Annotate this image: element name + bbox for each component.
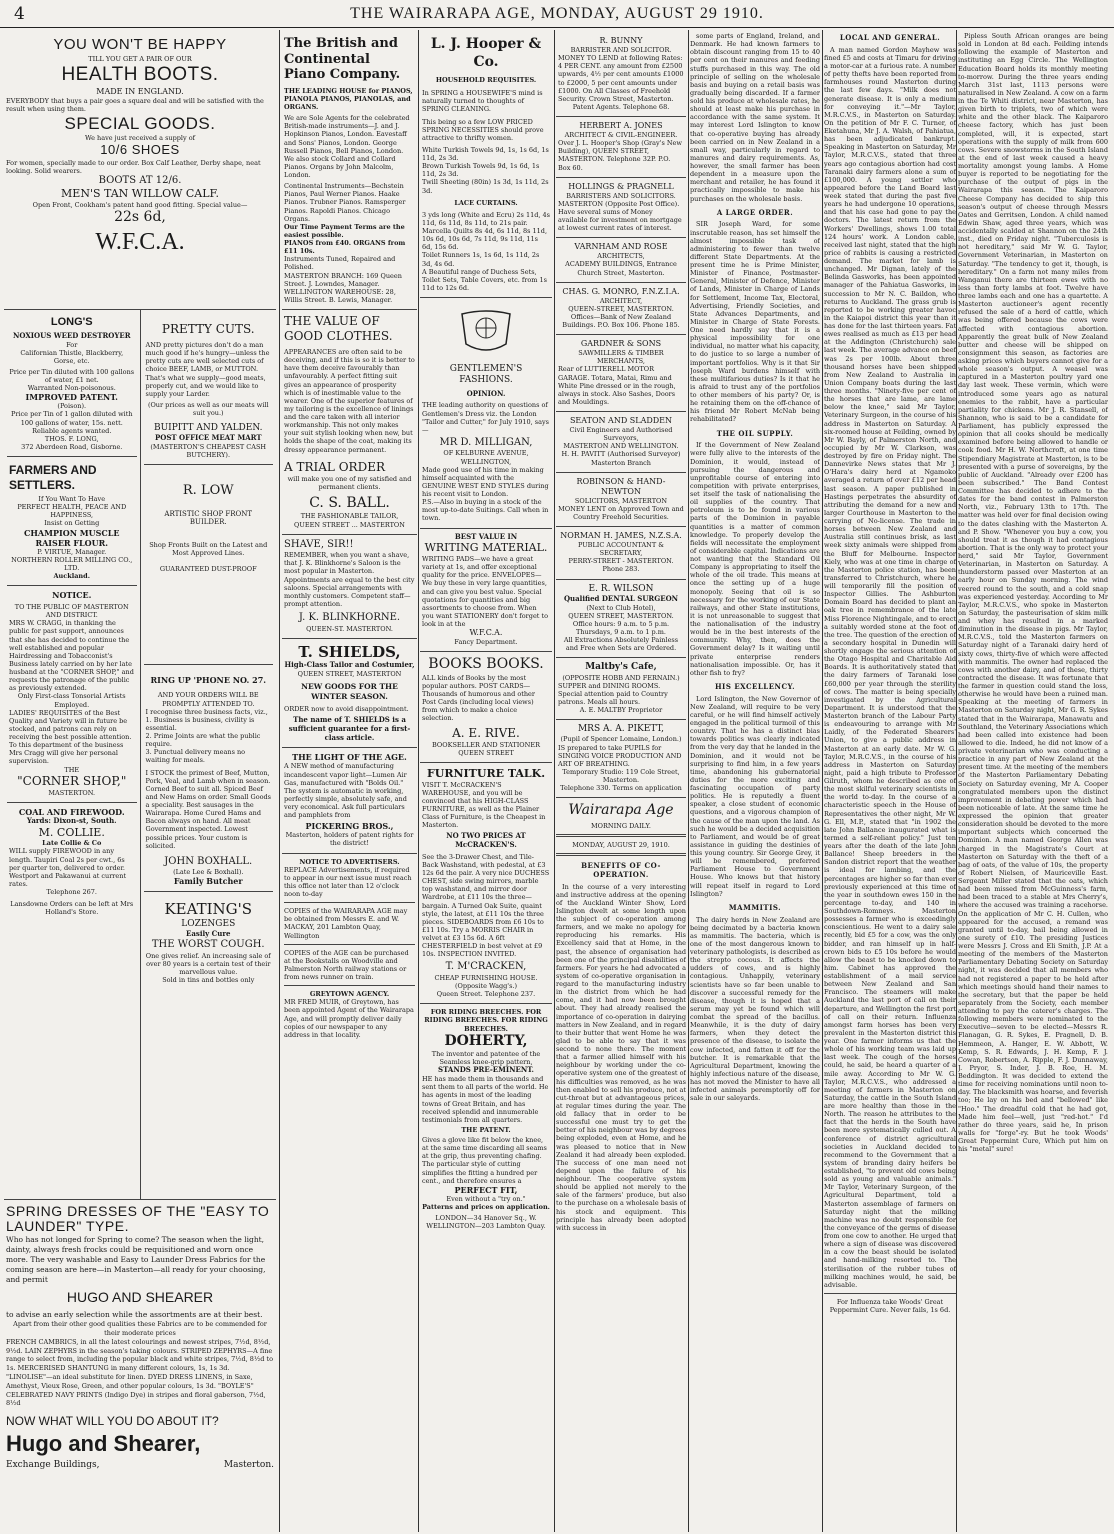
column-divider <box>956 30 957 1532</box>
ad-text: The inventor and patentee of the Seamless knee-grip pattern, <box>431 1050 541 1067</box>
masthead <box>0 0 1114 28</box>
ad-subtitle: FOR RIDING BREECHES. FOR RIDING BREECHES. FOR RIDING BREECHES. <box>424 1008 548 1033</box>
ad-body: COPIES of the AGE can be purchased at the Bookstalls on Woodville and Palmerston North railway stations or from news runner on train. <box>284 948 409 982</box>
gardner-card <box>556 335 686 412</box>
ad-store-name: T. M'CRACKEN, <box>445 961 527 973</box>
ad-text: will make you one of my satisfied and permanent clients. <box>287 474 412 491</box>
ad-text: Open Front, Cookham's patent hand good fitting. Special value— <box>32 201 248 209</box>
card-text: BARRISTER AND SOLICITOR. <box>570 46 672 54</box>
card-text: Patent Agents. Telephone 68. <box>572 102 670 111</box>
shave-ad <box>282 535 417 639</box>
card-body: SUPPER and DINING ROOMS. Special attention paid to Country patrons. Meals all hours. <box>558 681 668 706</box>
newspaper-nameplate: Wairarapa Age <box>568 802 674 819</box>
ad-subtitle: PERFECT FIT, <box>454 1184 518 1195</box>
ad-text: THE <box>64 765 80 774</box>
ad-headline: PRETTY CUTS. <box>161 322 255 336</box>
ad-body: Who has not longed for Spring to come? The season when the light, dainty, always fresh frocks could be requisitioned and worn once more. The very washable and Easy to Launder Dress Fabrics for the coming season are here—in Masterton—all ready for your choosing, and permit <box>6 1234 266 1285</box>
ad-text: (Late Lee & Boxhall). <box>173 868 244 877</box>
ad-text: If You Want To Have <box>38 495 106 503</box>
ad-item-list: FRENCH CAMBRICS, in all the latest colourings and newest stripes, 7½d, 8½d, 9½d. LAIN ZEPHYRS in the season's taking colours. STRIPED ZEPHYRS—A fine range to select from, including the popular black and white stripes, 7½d, 8½d to 1s. MERCERISED SHANTUNG in many different colours, 1s, 1s 3d. "LINOLISE"—an ideal substitute for linen. DYED DRESS LINENS, in Saxe, Amethyst, Vieux Rose, Green, and other popular colours, 1s 3d. "BOYLE'S" CELEBRATED NAVY PRINTS (Indigo Dye) in stripes and floral gaberson, 7½d, 8½d <box>6 1337 273 1408</box>
norman-card <box>556 527 686 580</box>
ad-subtitle: POST OFFICE MEAT MART <box>154 433 262 443</box>
ad-subtitle: STANDS PRE-EMINENT. <box>438 1065 534 1075</box>
ad-store-name: L. J. Hooper & Co. <box>430 36 542 70</box>
ad-text: Price per Tin diluted with 100 gallons of water, £1 net. <box>9 367 135 384</box>
robinson-card <box>556 473 686 527</box>
ad-text: MASTERTON BRANCH: 169 Queen Street. J. Lowndes, Manager. <box>284 271 402 288</box>
ad-headline: NOTICE TO ADVERTISERS. <box>299 857 400 866</box>
ad-body: We are Sole Agents for the celebrated British-made instruments—J. and J. Hopkinson Pianos, London. Eavestaff and Sons' Pianos, London. George Russell Pianos, Bell Pianos, London. We also stock Collard and Collard Pianos. Organs by John Malcolm, London. <box>284 114 410 180</box>
ad-text: Price per Tin of 1 gallon diluted with 100 gallons of water, 15s. nett. Reliable agents wanted. <box>10 410 133 435</box>
ad-body: ORDER now to avoid disappointment. <box>284 705 409 714</box>
ad-text: WELLINGTON WAREHOUSE: 28, Willis Street. B. Lewis, Manager. <box>284 287 396 304</box>
books-ad <box>420 652 552 763</box>
ad-subtitle: ARTISTIC SHOP FRONT BUILDER. <box>164 509 253 527</box>
ad-text: PERFECT HEALTH, PEACE AND HAPPINESS, <box>17 503 127 520</box>
ad-text: THOS. F. LONG, <box>44 434 99 443</box>
seaton-card <box>556 412 686 473</box>
shields-ad <box>282 639 417 749</box>
nameplate-subtitle: MORNING DAILY. <box>591 821 651 830</box>
card-text: PERRY-STREET - MASTERTON. <box>568 557 674 566</box>
article-body: SIR Joseph Ward, for some inscrutable reason, has set himself the almost impossible task of administering to fewer than twelve different State Departments. At the present time he is Prime Minister, Minister of Finance, Postmaster-General, Minister of Defence, Minister of Lands, Minister in Charge of Lands for Settlement, Income Tax, Electoral, Advertising, Friendly Societies, and State Advances Departments, and Minister in Charge of State Forests. One need hardly say that it is a physical impossibility for one individual, no matter what his capacity, to do justice to so large a number of important portfolios. Why is it that Sir Joseph Ward burdens himself with these multifarious duties? Is it that he is afraid to trust any of the portfolios to other members of his party? Or, is he retaining them on the off-chance of his friend Mr Robert McNab being rehabilitated? <box>690 220 820 424</box>
column-4 <box>556 32 686 1528</box>
ad-text: AND YOUR ORDERS WILL BE PROMPTLY ATTENDED TO. <box>157 691 259 708</box>
ad-text: Telephone 267. <box>46 888 97 896</box>
card-text: Office hours: 9 a.m. to 5 p.m. Thursdays, 9 a.m. to 1 p.m. <box>572 619 670 636</box>
monro-card <box>556 283 686 336</box>
ad-body: VISIT T. McCRACKEN'S WAREHOUSE, and you will be convinced that his HIGH-CLASS FURNITURE, as well as the Plainer Class of Furniture, is the Cheapest in Masterton. <box>422 780 546 830</box>
notices-block <box>282 854 417 1044</box>
ad-body: I recognise three business facts, viz., 1. Business is business, civility is essential. <box>145 707 268 732</box>
ad-headline: FARMERS AND SETTLERS. <box>9 463 97 492</box>
ad-text: Yards: Dixon-st, South. <box>26 815 117 825</box>
wilson-card <box>556 580 686 659</box>
ad-text: For <box>66 340 78 349</box>
ad-item: Toilet Runners 1s, 1s 6d, 1s 11d, 2s 3d, 4s 6d. <box>422 251 540 268</box>
ad-subtitle: THE LEADING HOUSE for PIANOS, PIANOLA PIANOS, PIANOLAS, and ORGANS. <box>284 86 413 112</box>
subcolumn-left <box>4 310 140 1199</box>
card-text: ARCHITECT & CIVIL-ENGINEER. <box>564 131 678 139</box>
ad-store-name: C. S. BALL. <box>309 494 390 511</box>
ad-body: For women, specially made to our order. Box Calf Leather, Derby shape, neat looking. Solid wearers. <box>6 158 261 175</box>
card-name: SEATON AND SLADDEN <box>569 416 673 425</box>
ad-text: GUARANTEED DUST-PROOF <box>159 565 257 574</box>
article-heading: HIS EXCELLENCY. <box>714 681 796 691</box>
card-text: H. H. PAVITT (Authorised Surveyor) Masterton Branch <box>561 450 681 467</box>
ad-headline: A TRIAL ORDER <box>284 459 385 474</box>
card-text: ARCHITECT, <box>599 296 643 305</box>
bunny-card <box>556 32 686 117</box>
ad-body: WILL supply FIREWOOD in any length. Taupiri Coal 2s per cwt., 6s per quarter ton, delivered to order. Westport and Pakawanui at current rates. <box>9 847 127 888</box>
ad-subtitle: NO TWO PRICES AT McCRACKEN'S. <box>446 831 526 849</box>
ad-text: LONDON—34 Hanover Sq., W. WELLINGTON—203 Lambton Quay. <box>426 1214 546 1231</box>
ad-price: 22s 6d, <box>114 209 166 226</box>
ad-text: THE FASHIONABLE TAILOR, <box>300 512 399 521</box>
ad-body: MRS W. CRAGG, in thanking the public for past support, announces that she has decided to continue the well established and popular Hairdressing and Tobacconist's Business lately carried on by her late husband at the "CORNER SHOP," and requests the patronage of the public as previously extended. <box>9 619 134 693</box>
ad-subtitle: CHAMPION MUSCLE RAISER FLOUR. <box>23 527 120 548</box>
column-6 <box>824 32 956 1528</box>
pikett-card <box>556 720 686 798</box>
column-1 <box>4 32 276 1528</box>
ad-text: NORTHERN ROLLER MILLING CO., LTD. <box>11 555 133 572</box>
pretty-cuts-ad <box>144 310 274 465</box>
card-name: VARNHAM AND ROSE <box>574 242 668 252</box>
ad-body: REMEMBER, when you want a shave, that J. K. Blinkhorne's Saloon is the most popular in Masterton. Appointments are equal to the best city saloons. Special arrangements with monthly customers. Competent staff—prompt attention. <box>284 551 415 608</box>
card-name: E. R. WILSON <box>588 583 654 594</box>
ad-body: REPLACE Advertisements, if required to appear in our next issue must reach this office not later than 12 o'clock noon to-day <box>284 865 412 899</box>
ad-text: (Poison). <box>57 402 87 411</box>
ad-subtitle: High-Class Tailor and Costumier, <box>284 660 415 670</box>
ad-headline: MEN'S TAN WILLOW CALF. <box>61 187 219 201</box>
ad-subtitle: LOZENGES <box>181 919 236 930</box>
ad-headline: THE LIGHT OF THE AGE. <box>292 752 407 763</box>
card-body: MASTERTON (Opposite Post Office). Have several sums of Money available for investment on mortgage at lowest current rates of interest. <box>558 199 682 233</box>
ad-item: Twill Sheeting (80in) 1s 3d, 1s 11d, 2s 3d. <box>422 178 549 195</box>
ad-text: 372 Aberdeen Road, Gisborne. <box>21 442 123 451</box>
ad-text: BOOKSELLER AND STATIONER <box>432 740 540 749</box>
ad-subtitle: Family Butcher <box>173 876 243 887</box>
card-text: PUBLIC ACCOUNTANT & SECRETARY, <box>577 541 665 558</box>
longs-ad <box>7 310 137 457</box>
ad-subtitle: NEW GOODS FOR THE WINTER SEASON. <box>301 682 398 701</box>
ad-store-name: MR D. MILLIGAN, <box>439 436 533 448</box>
ad-headline: COAL AND FIREWOOD. <box>18 806 125 817</box>
ad-subtitle: HOUSEHOLD REQUISITES. <box>435 76 537 84</box>
card-text: Civil Engineers and Authorised Surveyors, <box>569 426 673 443</box>
ad-item: White Turkish Towels 9d, 1s, 1s 6d, 1s 11d, 2s 3d. <box>422 145 549 162</box>
article-body: some parts of England, Ireland, and Denmark. He had known farmers to obtain discount ranging from 15 to 40 per cent on their manures and feeding stuffs purchased in this way. The old principle of selling on the wholesale basis and buying on a retail basis was gradually being discarded. If a farmer sold his produce at wholesale rates, he should at least make his purchase in accordance with the same system. It may interest Lord Islington to know that co-operative buying has already been carried on in New Zealand in a small way, particularly in regard to manures and dairy requirements. As, however, the small farmer has been dependent in a measure upon the merchant and retailer, he has found it practically impossible to make his purchases on the wholesale basis. <box>690 32 820 203</box>
ad-subtitle: THE PATENT. <box>461 1125 511 1134</box>
ad-subtitle: OPINION. <box>466 388 506 398</box>
ad-headline: NOW WHAT WILL YOU DO ABOUT IT? <box>6 1414 219 1429</box>
news-items: A man named Gordon Mayhew was fined £5 and costs at Timaru for driving a motor-car at a furious rate. A number of petty thefts have been reported from farmhouses round Masterton during the last few days. "Milk does not generate disease. It is only a medium for conveying it."—Mr Taylor, M.R.C.V.S., in Masterton on Saturday. On the petition of Mr F. C. Turner, of Eketahuna, Mr J. A. Walsh, of Pahiatua, has been adjudicated bankrupt. Speaking in Masterton on Saturday, Mr Taylor, M.R.C.V.S., stated that three years ago contagious abortion had cost Taranaki dairy farmers alone a sum of £100,000. A young settler who appeared before the Land Board last week stated that during the past five years he had undergone 10 operations, and that his case had gone to pay the doctors. The latest return from the Workers' Dwellings, shows 1.00 total 124 hours' work. A London cable, received last night, stated that the high price of rabbits is causing a restricted demand. The market for lamb is unchanged. Mr Dignan, lately of the Belinda Gasworks, has been appointed manager of the Pahiatua Gasworks, in succession to Mr N. C. Baildon, who returns to Auckland. The grass grub is reported to be working greater havoc in the Kaiapoi district this year than it has done for the last thirteen years. Fat ewes realised as much as £13 per head at the Addington (Christchurch) sale last week. The average advance on beef was 2s per 100lb. About three thousand horses have been shipped from New Zealand to Australia in Union Company boats during the last three months. "Ninety-five per cent of the horses that are lame, are lame below the knee," said Mr Taylor, Veterinary Surgeon, in the course of his address in Masterton on Saturday. A six-roomed house at Feilding, owned by Mr W. Bayly, of Palmerston North, and occupied by Mr W. Clarkson, was destroyed by fire on Friday night. The Dannevirke News states that Mr J. O'Hara's dairy herd at Ngamoko averaged a return of over £12 per head last season. A paper published in Hastings perpetrates the absurdity of attributing the demand for a new and larger Courthouse in Masterton to the carrying of No-license. The trade in horses between New Zealand and Australia still continues brisk, as last week sixty animals were shipped from the Bluff for Melbourne. Inspector Kiely, who was at one time in charge of the Masterton police station, has been transferred to Christchurch, where he will temporarily fill the position of Inspector Gillies. The Ashburton Domain Board has decided to plant an oak tree in remembrance of the late Miss Florence Nightingale, and to erect a suitably worded stone at the foot of the tree. The question of the erection of a secondary hospital in Dunedin will shortly engage the serious attention of the Otago Hospital and Charitable Aid Boards. It is authoritatively stated that the dairy farmers of Taranaki lose £60,000 per year through the sterility of cows. The matter is being specially investigated by the Agricultural Department. It is understood that the Masterton branch of the Labour Party is endeavouring to arrange with Mr Laidly, of the Federated Shearers' Union, to give a public address in Masterton at an early date. Mr W. G. Taylor, M.R.C.V.S., in the course of his address in Masterton on Saturday night, paid a high tribute to Professor Gilruth, whom he described as one of the most skilful veterinary scientists in the world to-day. In the course of a characteristic speech in the House of Representatives the other night, Mr W. G. Ell, M.P., stated that "in 1902 the late John Ballance inaugurated what is termed a self-reliant policy." Just ten years after the death of the late John Ballance! Sheep breeders in the Sandon district report that the weather is ideal for lambing, and the percentages are higher so far than ever previously experienced at this time of the year in southdown ewes 150 in the percentage to-day, and 140 in Southdown-Romneys. Masterton possesses a farmer who is exceedingly conscientious. He went to a dairy sale recently, bid £5 for a cow, was the only bidder, and ran himself up in half-crown bids to £5 10s before he would allow the beast to be knocked down to him. Cabinet has approved the establishment of a mail service between New Zealand and San Francisco. The steamers will make Auckland the last port of call on their departure, and Wellington the first port of call on their return. Influenza amongst farm horses has been very prevalent in the Masterton district this year. One farmer informs us that the whole of his working team was laid up last week. The cough of the horses could, he said, be heard a quarter of a mile away. According to Mr W. G. Taylor, M.R.C.V.S., who addressed a meeting of farmers in Masterton on Saturday, the cattle in the South Island are more healthy than those in the North. The reason he attributes to the fact that the herds in the South have been more systematically culled out. A conference of district agricultural societies in Auckland decided to recommend to the Government that a system of branding dairy heifers be established, "to prevent old cows being sold as young and valuable animals." Mr Taylor, Veterinary Surgeon, of the Agricultural Department, told a Masterton assemblage of farmers on Saturday night that the milking machine was no doubt responsible for the conveyance of the germs of disease from one cow to another. He urged that where a sign of disease was discovered in a cow the beast should be isolated and hand-milking resorted to. The sterilisation of the rubber tubes of milking machines would, he said, be advisable. <box>824 45 956 1289</box>
ad-body: COPIES of the WAIRARAPA AGE may be obtained from Messrs E. and W. MACKAY, 201 Lambton Quay, Wellington <box>284 907 408 940</box>
subcolumn-right <box>140 310 277 1199</box>
two-column-block <box>4 310 276 1200</box>
ad-body: WRITING PADS—we have a great variety at 1s, and offer exceptional quality for the price. ENVELOPES—We buy these in very large quantities, and can give you best value. Special quotations for quantities and big assortments to choose from. When you want STATIONERY don't forget to look in at the <box>422 555 548 628</box>
page-number: 4 <box>14 4 25 24</box>
ad-store-name: T. SHIELDS, <box>298 642 401 661</box>
card-text: Telephone 330. Terms on application <box>560 784 682 793</box>
ad-headline: YOU WON'T BE HAPPY <box>53 36 227 53</box>
ad-price: PIANOS from £40. ORGANS from £11 10s. <box>284 239 406 256</box>
ad-subtitle: BEST VALUE IN <box>454 531 518 541</box>
ad-store-name: J. K. BLINKHORNE. <box>298 612 401 624</box>
varnham-card <box>556 238 686 282</box>
column-5 <box>690 32 820 1528</box>
ad-body: In SPRING a HOUSEWIFE'S mind is naturally turned to thoughts of SPRING CLEANING. <box>422 89 543 114</box>
ad-headline: BUIPITT AND YALDEN. <box>153 423 263 434</box>
ad-text: P. VIRTUE, Manager. <box>37 547 107 556</box>
ad-body: LADIES' REQUISITES of the Best Quality and Variety will in future be stocked, and patrons can rely on receiving the best possible attention. To this department of the business Mrs Cragg will give her personal supervision. <box>9 708 132 766</box>
ad-text: TO THE PUBLIC OF MASTERTON AND DISTRICT. <box>14 603 129 620</box>
ad-text: QUEEN STREET <box>458 748 514 757</box>
card-text: SAWMILLERS & TIMBER MERCHANTS, <box>578 349 664 366</box>
card-body: Over J. L. Hooper's Shop (Gray's New Building), QUEEN STREET, MASTERTON. Telephone 32P. P.O. Box 60. <box>558 139 682 172</box>
card-name: MRS A. A. PIKETT, <box>577 724 665 735</box>
card-text: Offices—Bank of New Zealand Buildings. P.O. Box 106. Phone 185. <box>562 312 680 329</box>
ad-headline: JOHN BOXHALL. <box>164 855 253 867</box>
ad-text: (Opposite Wagg's.) <box>454 982 518 990</box>
card-text: Qualified DENTAL SURGEON <box>563 593 679 603</box>
column-divider <box>554 30 555 1532</box>
ad-text: Queen Street. Telephone 237. <box>436 990 536 999</box>
ad-headline: LONG'S <box>50 316 93 328</box>
card-text: QUEEN STREET, MASTERTON. <box>568 611 674 620</box>
ad-text: Patterns and prices on application. <box>422 1202 550 1211</box>
ad-headline: HEALTH BOOTS. <box>61 63 219 85</box>
ad-body: A NEW method of manufacturing incandescent vapor light—Lumen Air Gas, manufactured with "Bolds Oil." The system is automatic in working, perfectly simple, absolutely safe, and very economical. Ask full particulars and pamphlets from <box>284 762 407 820</box>
ad-text: Californian Thistle, Blackberry, Gorse, etc. <box>20 348 124 365</box>
ad-text: QUEEN STREET ... MASTERTON <box>294 520 405 529</box>
ad-store-name: W.F.C.A. <box>95 228 185 255</box>
article-body: In the course of a very interesting and instructive address at the opening of the Auckland Winter Show, Lord Islington dwelt at some length upon the subject of co-operation among farmers, and we make no apology for reproducing his remarks. His Excellency said that at Home, in the past, the absence of organisation had been one of the principal disabilities of farmers. For years he had advocated a system of co-operative organisation in regard to the manufacturing industry in the district from which he had come, and it had now been brought about. They had already realised the importance of co-operation in dairying matters in New Zealand, and in regard to their butter that went Home he was glad to be able to say that it was second to none there. The moment that a farmer allied himself with his neighbour by working under the co-operative system one of the greatest of his difficulties was removed, as he was then enabled to sell his produce, not at cut-throat but at advantageous prices, at regular times during the year. The old fallacy that in order to be successful one must try to get the better of his neighbour was by degrees being exploded, even at Home, and he was pleased to notice that in New Zealand it had already been exploded. The success of one man need not depend upon the failure of his neighbour. The cooperative system should be applied not merely to the sale of the farmers' produce, but also to the purchase on a wholesale basis of his stock and equipment. This principle has already been adopted with success in <box>556 882 686 1232</box>
card-text: (Next to Club Hotel), <box>586 603 656 612</box>
card-text: BARRISTERS AND SOLICITORS. <box>566 191 676 200</box>
card-text: (OPPOSITE HOBB AND FERNAIN.) <box>562 673 680 682</box>
card-body: Rear of LUTTERELL MOTOR GARAGE. Totara, Matai, Rimu and White Pine dressed or in the rough, always in stock. Also Sashes, Doors and Mouldings. <box>558 365 676 406</box>
card-text: All Extractions Absolutely Painless and Free when Sets are Ordered. <box>563 636 679 653</box>
crest-icon <box>456 308 516 356</box>
ad-headline: 10/6 SHOES <box>100 142 180 158</box>
ad-store-name: W.F.C.A. <box>469 628 503 638</box>
notice-ad <box>7 586 137 803</box>
ad-text: Exchange Buildings, <box>6 1459 100 1470</box>
article-heading: A LARGE ORDER. <box>716 207 794 217</box>
ad-body: Gives a glove like fit below the knee, at the same time discarding all seams at the grip, thus preventing chafing. The particular style of cutting simplifies the fitting a hundred per cent., and therefore ensures a <box>422 1136 547 1185</box>
ad-text: One gives relief. An increasing sale of over 80 years is a certain test of their marvellous value. <box>145 951 271 976</box>
ad-subtitle: NOXIOUS WEED DESTROYER <box>12 330 131 340</box>
card-name: HOLLINGS & PRAGNELL <box>568 181 674 191</box>
boxhall-ad <box>144 665 274 892</box>
card-text: MONEY LENT on Approved Town and Country Freehold Securities. <box>558 504 684 521</box>
ad-store-name: PICKERING BROS., <box>305 821 394 832</box>
ad-text: OF KELBURNE AVENUE, WELLINGTON, <box>443 449 529 466</box>
ad-headline: WRITING MATERIAL. <box>424 541 548 555</box>
card-text: ACADEMY BUILDINGS, Entrance Church Street, Masterton. <box>565 260 677 277</box>
ad-text: Lansdowne Orders can be left at Mrs Holland's Store. <box>10 900 134 917</box>
ad-text: For Influenza take Woods' Great Peppermint Cure. Never fails, 1s 6d. <box>829 1297 951 1314</box>
ad-body: This being so a few LOW PRICED SPRING NECESSITIES should prove attractive to thrifty women. <box>422 117 544 142</box>
ad-store-name: HUGO AND SHEARER <box>66 1289 214 1306</box>
coal-ad <box>7 803 137 922</box>
card-text: A. E. MALTBY Proprietor <box>579 706 663 714</box>
ad-item: Brown Turkish Towels 9d, 1s 6d, 1s 11d, 2s 3d. <box>422 162 540 179</box>
card-body: MONEY TO LEND at following Rates: 4 PER CENT. any amount from £2500 upwards, 4½ per cent amounts £1000 to £2000, 5 per cent amounts under £1000. On All Classes of Freehold Security. Crown Street, Masterton. <box>558 54 684 103</box>
r-low-ad <box>144 465 274 665</box>
card-text: ARCHITECTS, <box>597 252 645 261</box>
ad-body: THE leading authority on questions of Gentlemen's Dress viz. the London "Tailor and Cutter," for July 1910, says— <box>422 401 549 434</box>
ad-item: Marcella Quilts 8s 4d, 6s 11d, 8s 11d, 10s 6d, 10s 6d, 7s 11d, 9s 11d, 11s 6d, 15s 6d. <box>422 227 548 252</box>
jones-card <box>556 117 686 178</box>
ad-text: Fancy Department. <box>454 638 518 647</box>
ad-body: Continental Instruments—Bechstein Pianos, Paul Werner Pianos. Haake Pianos. Trubner Pianos. Ramsperger Pianos. Rapoldi Pianos. Chicago Organs. <box>284 182 406 223</box>
article-body: The dairy herds in New Zealand are being decimated by a bacteria known as mammitis. The bacteria, which is one of the most dangerous known to veterinary pathologists, is described as the strepto cocous. It affects the udders of cows, and is highly contagious. Unhappily, veterinary scientists have so far been unable to discover a successful remedy for the disease, though it is hoped that a serum may yet be found which will combat the spread of the bacillus. Meanwhile, it is the duty of dairy farmers, when they detect the presence of the disease, to isolate the cow infected, and fatten it off for the butcher. It is remarkable that the Agricultural Department, knowing the highly infectious nature of the disease, has not moved the Minister to have all infected animals peremptorily off for sale in our saleyards. <box>690 915 820 1103</box>
ad-text: Warranted Non-poisonous. <box>27 384 116 393</box>
ad-text: Even without a "try on." <box>446 1194 526 1203</box>
article-heading: BENEFITS OF CO-OPERATION. <box>581 861 661 879</box>
ad-body: to advise an early selection while the assortments are at their best. <box>6 1310 263 1320</box>
ad-text: Instruments Tuned, Repaired and Polished. <box>284 255 396 272</box>
column-3 <box>420 32 552 1528</box>
card-text: (Pupil of Spencer Lomaine, London.) <box>560 735 682 744</box>
ad-store-name: DOHERTY, <box>444 1032 528 1049</box>
furniture-ad <box>420 763 552 1005</box>
ad-headline: The British and Continental Piano Company. <box>284 36 401 83</box>
ad-body: EVERYBODY that buys a pair goes a square deal and will be satisfied with the result when using them. <box>6 96 264 113</box>
article-heading: THE OIL SUPPLY. <box>716 428 794 438</box>
maltby-card <box>556 658 686 720</box>
column-divider <box>688 30 689 1532</box>
ad-text: Only First-class Tonsorial Artists Employed. <box>17 692 126 709</box>
ad-text: Our Time Payment Terms are the easiest possible. <box>284 222 405 239</box>
ad-body: P.S.—Also in buying in a stock of the most up-to-date Suitings. Call when in town. <box>422 498 549 523</box>
ad-subtitle: IMPROVED PATENT. <box>25 392 118 403</box>
ad-headline: "CORNER SHOP," <box>17 773 127 788</box>
card-text: SOLICITORS, MASTERTON <box>574 496 668 505</box>
card-text: QUEEN-STREET, MASTERTON. <box>568 304 674 313</box>
ad-text: We have just received a supply of <box>84 134 196 143</box>
card-name: HERBERT A. JONES <box>579 121 663 130</box>
ad-body: 2. Prime Joints are what the public require. <box>145 732 261 749</box>
column-7 <box>958 32 1108 1528</box>
ad-text: Sold in tins and bottles only <box>162 976 255 984</box>
ad-headline: THE VALUE OF GOOD CLOTHES. <box>284 314 393 344</box>
ad-headline: R. LOW <box>182 483 234 499</box>
card-body: IS prepared to take PUPILS for SINGING VOICE PRODUCTION AND ART OF BREATHING. <box>558 743 682 768</box>
ad-text: (Our prices as well as our meats will suit you.) <box>147 400 269 417</box>
ad-text: Late Collie & Co <box>42 839 102 848</box>
ad-item: A Beautiful range of Duchess Sets, Toilet Sets, Table Covers, etc. from 1s 11d to 12s 6d. <box>422 267 548 292</box>
health-boots-ad <box>4 32 276 310</box>
article-heading: LOCAL AND GENERAL. <box>839 33 941 42</box>
doherty-ad <box>420 1004 552 1235</box>
ad-store-name: A. E. RIVE. <box>452 725 520 740</box>
ad-headline: NOTICE. <box>52 590 92 600</box>
ad-body: ALL kinds of Books by the most popular authors. POST CARDS—Thousands of humorous and other Post Cards (including local views) from which to make a choice selection. <box>422 673 535 723</box>
card-name: R. BUNNY <box>599 36 643 45</box>
ad-headline: BOOKS BOOKS. <box>428 656 544 673</box>
column-divider <box>279 30 280 1532</box>
ad-text: MADE IN ENGLAND. <box>96 86 184 96</box>
writing-material-ad <box>420 529 552 653</box>
ad-headline: SPECIAL GOODS. <box>64 113 216 133</box>
card-name: ROBINSON & HAND-NEWTON <box>576 476 666 496</box>
ad-subtitle: LACE CURTAINS. <box>454 198 518 207</box>
ad-headline: FURNITURE TALK. <box>426 766 546 780</box>
ad-text: BOOTS AT 12/6. <box>98 174 182 186</box>
keatings-ad <box>144 892 274 989</box>
ad-text: Masterton. <box>223 1459 274 1470</box>
card-name: Maltby's Cafe, <box>585 662 657 673</box>
ad-text: Auckland. <box>53 571 90 580</box>
ad-headline: GREYTOWN AGENCY. <box>309 990 390 999</box>
ad-body: 3. Punctual delivery means no waiting for meals. <box>145 748 246 765</box>
good-clothes-ad <box>282 310 417 535</box>
column-divider <box>822 30 823 1532</box>
editorial-dateline: MONDAY, AUGUST 29, 1910. <box>572 840 670 849</box>
column-divider <box>418 30 419 1532</box>
article-body: Lord Islington, the New Governor of New Zealand, will require to be very careful, or he will find himself actively engaged in the political turmoil of this country. That he has a distinct bias towards politics was clearly indicated from the very day that he landed in the Dominion, and it would not be surprising to find him, in a few years time, abandoning his gubernatorial duties for the more exciting and fascinating occupation of party politics. He is reputedly a fluent speaker, a close student of economic questions, and a vigorous champion of the cause of the man upon the land. As such he would be a decided acquisition to Parliament, and would be of great assistance in guiding the destinies of this young country. Sir George Grey, it will be remembered, preferred Parliament House to Government House. Who knows but that history will repeat itself in regard to Lord Islington? <box>690 694 820 898</box>
column-2 <box>282 32 417 1528</box>
ad-headline: RING UP 'PHONE NO. 27. <box>150 675 267 686</box>
ad-body: Made good use of his time in making himself acquainted with the GENUINE WEST END STYLES during his recent visit to London. <box>422 465 549 498</box>
ad-store-name: Hugo and Shearer, <box>6 1431 201 1457</box>
ad-text: Shop Fronts Built on the Latest and Most Approved Lines. <box>149 541 268 558</box>
light-of-age-ad <box>282 748 417 853</box>
ad-headline: M. COLLIE. <box>38 825 105 839</box>
ad-item-list: See the 3-Drawer Chest, and Tile-Back Washstand, with pedestal, at £3 12s 6d the pair. A very nice DUCHESS CHEST, side swing mirrors, marble top washstand, and mirror door Wardrobe, at £11 10s the three—bargain. A Turned Oak Suite, quaint style, the latest, at £11 10s the three pieces. SIDEBOARDS from £6 10s to £11 10s. Try a MORRIS CHAIR in velvet at £3 15s 6d. A 6ft CHESTERFIELD in best velvet at £9 10s. INSPECTION INVITED. <box>422 852 550 959</box>
crest-illustration <box>422 308 550 358</box>
ad-body: APPEARANCES are often said to be deceiving, and if this is so it is better to have them deceive favourably than unfavourably. A perfect fitting suit gives an appearance of prosperity which is of inestimable value to the wearer. One of the superior features of my tailoring is the excellence of linings and the care taken with all interior workmanship. This not only makes your suit stylish looking when new, but holds the shape of the coat, making its dressy appearance permanent. <box>284 348 415 454</box>
ad-text: (MASTERTON'S CHEAPEST CASH BUTCHERY). <box>150 443 267 460</box>
ad-text: MASTERTON. <box>48 788 96 797</box>
ad-text: TILL YOU GET A PAIR OF OUR <box>88 54 192 63</box>
card-name: NORMAN H. JAMES, N.Z.S.A. <box>560 531 682 540</box>
ad-body: AND pretty pictures don't do a man much good if he's hungry—unless the pretty cuts are well selected cuts of choice BEEF, LAMB, or MUTTON. That's what we supply—good meats, properly cut, and we would like to supply your Larder. <box>145 341 270 398</box>
ad-item: 3 yds long (White and Ecru) 2s 11d, 4s 11d, 6s 11d, 8s 11d, to 21s pair. <box>422 210 550 227</box>
ad-text: Masterton, holders of patent rights for the district! <box>285 831 414 848</box>
newspaper-title: THE WAIRARAPA AGE, MONDAY, AUGUST 29 1910. <box>350 5 764 22</box>
article-heading: MAMMITIS. <box>728 902 782 912</box>
ad-text: The name of T. SHIELDS is a sufficient guarantee for a first-class article. <box>288 715 411 742</box>
ad-body: I STOCK the primest of Beef, Mutton, Pork, Veal, and Lamb when in season. Corned Beef to suit all. Spiced Beef and New Hams on order. Small Goods a speciality. Best sausages in the Wairarapa. Home Cured Hams and Bacon always on hand. All meat Government inspected. Lowest possible prices. Your custom is solicited. <box>145 768 272 850</box>
ad-text: Easily Cure <box>186 929 231 939</box>
ad-headline: KEATING'S <box>164 900 253 919</box>
ad-text: Insist on Getting <box>44 519 100 528</box>
hollings-card <box>556 178 686 239</box>
ad-headline: SPRING DRESSES OF THE "EASY TO LAUNDER" TYPE. <box>6 1203 270 1235</box>
news-items: Pipless South African oranges are being sold in London at 8d each. Feilding intends following the example of Masterton and instituting an Egg Circle. The Wellington Education Board holds its monthly meeting to-morrow. During the three years ending March 31st last, 1113 persons were naturalised in New Zealand. A cow on a farm in the Te Whiti district, near Masterton, has given birth to triplets, two of which were white and the other black. The Kaiparoro cheese factory, which has just been completed, will, it is expected, start operations with the supply of milk from 600 cows. Severe snowstorms in the South Island at the end of last week caused a heavy mortality amongst young lambs. A Home buyer is reported to be negotiating for the purchase of the output of pigs in the Wairarapa this season. The Kaiparoro Cheese Company has decided to ship this season's output of cheese through Messrs Oates and Gerritsen, London. A child named Edwin Shaw, aged three years, which was accidentally scalded at Shannon on the 24th inst., died on Friday night. "Tuberculosis is not hereditary," said Mr W. G. Taylor, Government Veterinarian, in Masterton on Saturday. "The tendency to get it, though, is hereditary." On a farm not many miles from Wanganui there are thirteen ewes with no less than forty lambs at foot. Twelve have three lambs each and one has a quartette. A Masterton auctioneer's agent recently refused the sale of a herd of cattle, which was being offered because the cows were affected with contagious abortion. Apparently the great bulk of New Zealand butter and cheese will be shipped on consignment this season, as factories are asking prices which buyers cannot give for a whole season's output. A weasel was captured in a Masterton poultry yard one day last week. These vermin, which were introduced some years ago as natural enemies to the rabbit, have a particular partiality for chickens. Mr J. R. Stansell, of Shannon, who is said to be a candidate for Parliament, has publicly expressed the opinion that all cooks should be medically examined before being allowed to handle or cook food. Mr H. W. Northcroft, at one time Stipendiary Magistrate at Masterton, is to be presented with a purse of sovereigns, by the public of Auckland. "Already over £200 has been subscribed." The Band Contest Committee has decided to adhere to the dates for the band contest in Palmerston North, viz., February 13th to 17th. The matter was held over for final decision owing to the dates clashing with the Masterton A. and P. Show. "Whenever you buy a cow, you should treat it as though it had contagious abortion. That is the only way to protect your herd," said Mr Taylor, Government Veterinarian, in Masterton on Saturday. A thunderstorm passed over Masterton at an early hour on Sunday morning. The wind veered round to the south, and a cold snap was experienced yesterday. According to Mr Taylor, M.R.C.V.S., who spoke in Masterton on Saturday, the pasteurisation of skim milk and whey has resulted in a marked diminution in the disease in pigs. Mr Taylor, M.R.C.V.S., told the Masterton farmers on Saturday night of a Taranaki dairy herd of sixty cows, thirty-five of which were affected with mammitis. The owner had replaced the cows with another dairy, and of these, thirty contracted the disease. It was fortunate that the farmer in question could stand the loss, otherwise he would have been a ruined man. Speaking at the meeting of farmers in Masterton on Saturday night, Mr G. R. Sykes stated that in the Wairarapa, Manawatu and Southland, the Veterinary Associations which had been called into existence had been allowed to die. Indeed, he did not know of a private veterinarian who was conducting a practice in any part of New Zealand at the present time. At the meeting of the members of the Masterton Parliamentary Debating Society on Saturday evening, Mr A. Cooper congratulated members upon the distinct improvement in debating power which had been noticeable of late. At the same time he expressed the opinion that greater consideration should be devoted to the more important subjects which concerned the Dominion. A man named George Allen was charged in the Magistrate's Court at Masterton on Saturday with the theft of a bag of oats, of the value of 10s, the property of Robert Nielsen, of Mauriceville East. Sergeant Miller stated that the oats, which had been missed from McGuinness's farm, had been traced to a stable at Mrs Cherry's, where the accused was training a racehorse. On the application of Mr C. H. Cullen, who appeared for the accused, a remand was granted until to-day, bail being allowed in one surety of £10. The presiding Justices were Messrs J. Cross and Eli Smith, J.P. At a meeting of the members of the Masterton Parliamentary Debating Society on Saturday night, it was decided that all members who had not registered a paper to be held after which meetings should hand their names to the secretary, but that the paper be held separately from the Society, each member attending to pay the caterer's charges. The following members were nominated to the Executive—seven to be elected—Messrs R. Flanagan, G. R. Sykes, E. Pragnell, D. B. Hemmeon, A. Hanger, E. W. Abbott, W. Kemp, S. R. Edwards, J. H. Kemp, F. J. Cowan, Robertson, A. Ripple, F. J. Dunnaway, J. Pryor, S. Inder, J. B. Roe, H. M. Beddington. It was decided to extend the time for receiving nominations until noon to-day. The blacksmith was hoarse, and feverish too; He lay on his bed and "bellowed" like "Hoo." The dreadful cold that he had got, Made him feel—well, just "red-hot." I'd rather do three years, said he, In prison walls for "forge"-ry. But he took Woods' Great Peppermint Cure, Which put him on his "metal" sure! <box>958 32 1108 1154</box>
card-name: CHAS. G. MONRO, F.N.Z.I.A. <box>562 286 680 296</box>
ad-text: QUEEN STREET, MASTERTON <box>297 670 402 679</box>
ad-headline: GENTLEMEN'S FASHIONS. <box>449 364 523 386</box>
ad-headline: SHAVE, SIR!! <box>284 538 354 550</box>
card-name: GARDNER & SONS <box>580 339 662 349</box>
hooper-ad <box>420 32 552 298</box>
ad-text: QUEEN-ST. MASTERTON. <box>306 624 393 633</box>
spring-dresses-ad <box>4 1200 276 1475</box>
ad-body: HE has made them in thousands and sent them to all parts of the world. He has agents in most of the leading towns of Great Britain, and has received splendid and innumerable testimonials from all quarters. <box>422 1075 549 1124</box>
ad-body: MR FRED MUIR, of Greytown, has been appointed Agent of the Wairarapa Age, and will promptly deliver daily copies of our newspaper to any address in that locality. <box>284 998 414 1039</box>
farmers-ad <box>7 457 137 586</box>
milligan-ad <box>420 298 552 529</box>
ad-text: CHEAP FURNISHING HOUSE. <box>434 973 538 982</box>
card-text: Temporary Studio: 119 Cole Street, Masterton. <box>562 767 680 784</box>
card-text: MASTERTON AND WELLINGTON. <box>563 442 679 451</box>
card-text: Phone 283. <box>602 565 640 574</box>
ad-text: Apart from their other good qualities these Fabrics are to be commended for their moderate prices <box>13 1320 267 1338</box>
ad-headline: THE WORST COUGH. <box>151 939 265 951</box>
piano-ad <box>282 32 417 310</box>
article-body: If the Government of New Zealand were fully alive to the interests of the Dominion, it would, instead of pursuing the dangerous and unprofitable course of entering into competition with private enterprises, set itself the task of nationalising the oil supplies of the country. That petroleum is to be found in various parts of the Dominion in payable quantities is a matter of common knowledge. To properly develop the fields will necessitate the employment of considerable capital. Indications are not wanting that the Standard Oil Company is appropriating to itself the whole of the oil trade. This means at once the setting up of a huge monopoly. Seeing that oil is so necessary for the working of our State railways, and other State institutions, it is not unreasonable to suggest that the nationalisation of the industry would be in the best interests of the community. Why, then, does the Government delay? Is it waiting until private enterprise renders nationalisation impossible. Or, has it other fish to fry? <box>690 441 820 677</box>
